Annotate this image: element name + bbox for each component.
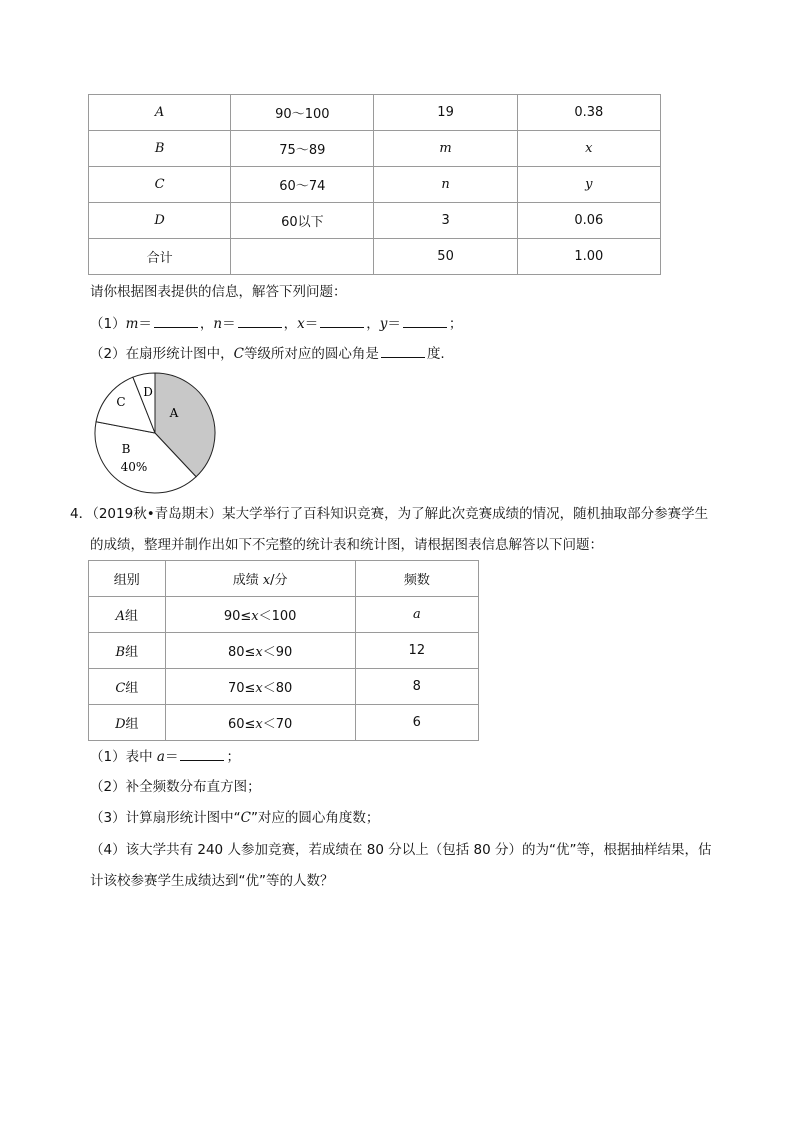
table-cell: a [355,597,478,633]
header-group: 组别 [89,561,166,597]
table-cell: 1.00 [517,239,660,275]
q4-sub3: （3）计算扇形统计图中“C”对应的圆心角度数； [90,810,380,826]
q4-line2: 的成绩，整理并制作出如下不完整的统计表和统计图，请根据图表信息解答以下问题： [90,537,603,553]
table-cell: A组 [89,597,166,633]
table-cell: y [517,167,660,203]
table-cell: 3 [374,203,517,239]
table-cell: 80≤x＜90 [165,633,355,669]
table-cell: x [517,131,660,167]
table-cell: D组 [89,705,166,741]
table-cell: n [374,167,517,203]
header-frequency: 频数 [355,561,478,597]
q4-sub4-line1: （4）该大学共有 240 人参加竞赛，若成绩在 80 分以上（包括 80 分）的为“优”等，根据抽样结果，估 [90,842,712,858]
table-cell: 50 [374,239,517,275]
answer-blank[interactable] [403,313,447,328]
table-cell: C [89,167,231,203]
pie-label-d: D [143,385,153,399]
q3-part2: （2）在扇形统计图中，C等级所对应的圆心角是 度. [90,343,445,364]
answer-blank[interactable] [320,313,364,328]
table-row [89,131,661,167]
table-row [89,167,661,203]
table-cell: C组 [89,669,166,705]
table-row [89,633,479,669]
q4-sub1: （1）表中 a＝ ； [90,746,240,767]
table-cell: B组 [89,633,166,669]
table-row [89,597,479,633]
table-cell: 6 [355,705,478,741]
answer-blank[interactable] [238,313,282,328]
table-cell: 12 [355,633,478,669]
q3-part1: （1）m＝ ，n＝ ，x＝ ，y＝ ； [90,313,462,334]
table-cell: 60以下 [231,203,374,239]
table-cell: 90～100 [231,95,374,131]
table-cell: 60～74 [231,167,374,203]
answer-blank[interactable] [180,746,224,761]
table-cell: m [374,131,517,167]
q4-sub2: （2）补全频数分布直方图； [90,779,261,795]
table-cell: 0.38 [517,95,660,131]
table-cell: B [89,131,231,167]
q3-intro: 请你根据图表提供的信息，解答下列问题： [90,284,347,300]
table-cell: 合计 [89,239,231,275]
q4-line1: 4．（2019秋•青岛期末）某大学举行了百科知识竞赛，为了解此次竞赛成绩的情况，随机抽取部分参赛学生 [70,506,709,522]
table-cell: A [89,95,231,131]
table-cell: 19 [374,95,517,131]
table-row [89,669,479,705]
pie-label-b: B [121,442,131,456]
table-cell: 0.06 [517,203,660,239]
table-cell: 90≤x＜100 [165,597,355,633]
answer-blank[interactable] [154,313,198,328]
table-row [89,203,661,239]
q4-sub4-line2: 计该校参赛学生成绩达到“优”等的人数？ [90,873,334,889]
answer-blank[interactable] [381,343,425,358]
table-cell: 75～89 [231,131,374,167]
score-table [88,560,479,741]
header-score: 成绩 x/分 [165,561,355,597]
table-cell: D [89,203,231,239]
table-row [89,239,661,275]
table-row [89,705,479,741]
pie-chart [88,365,224,501]
table-row [89,95,661,131]
table-cell: 70≤x＜80 [165,669,355,705]
table-cell [231,239,374,275]
pie-label-a: A [169,406,179,420]
table-cell: 8 [355,669,478,705]
table-header-row [89,561,479,597]
pie-label-c: C [116,395,126,409]
table-cell: 60≤x＜70 [165,705,355,741]
grade-table [88,94,661,275]
pie-label-b-percent: 40% [120,460,148,474]
